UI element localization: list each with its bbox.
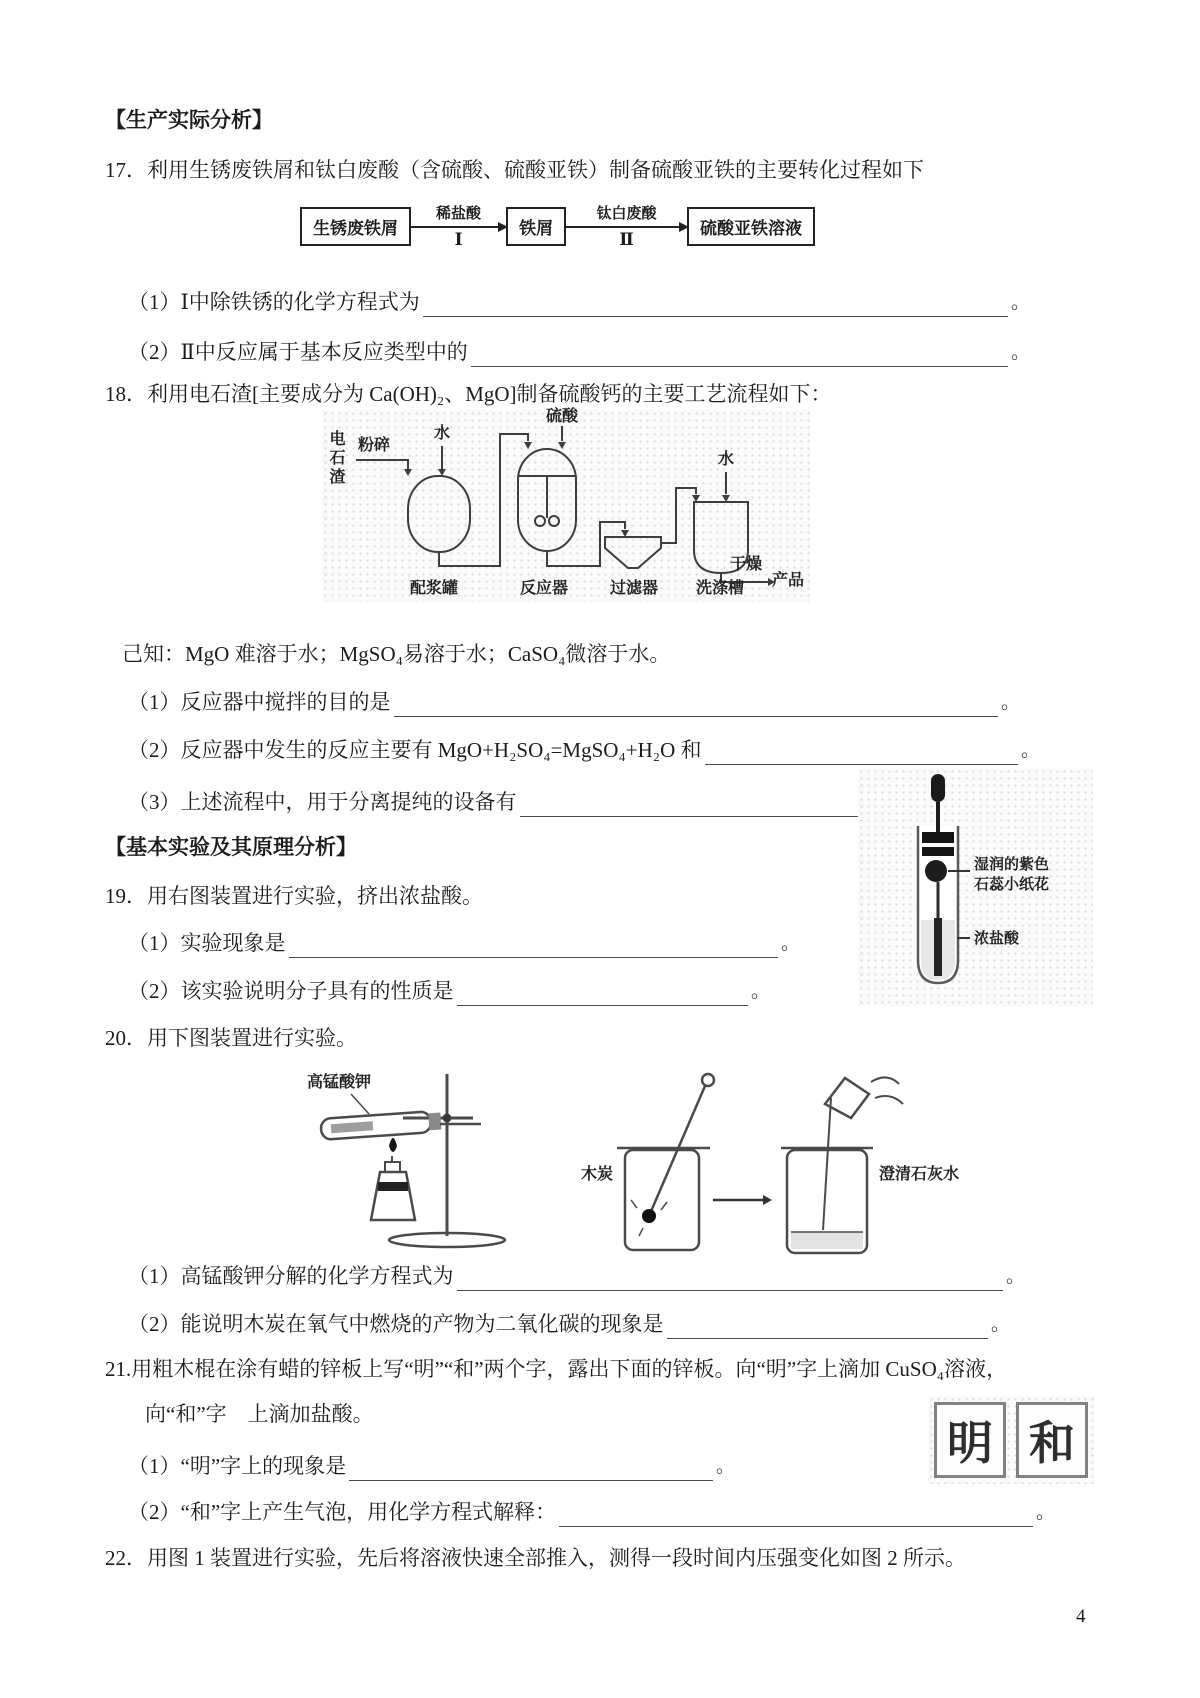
- permanganate-powder: [331, 1121, 374, 1133]
- q17-sub1-text: （1）Ⅰ中除铁锈的化学方程式为: [128, 290, 420, 314]
- flow-box-rusty-scrap: 生锈废铁屑: [300, 207, 411, 246]
- q18-stem: 18．利用电石渣[主要成分为 Ca(OH)₂、MgO]制备硫酸钙的主要工艺流程如下：: [105, 382, 832, 406]
- stopper-band-top: [922, 832, 954, 843]
- test-tube-horizontal: [320, 1111, 441, 1140]
- q17-sub2-text: （2）Ⅱ中反应属于基本反应类型中的: [128, 340, 468, 364]
- q21-sub1-text: （1）“明”字上的现象是: [128, 1454, 347, 1478]
- q17-flowchart: [300, 202, 815, 250]
- water2-label: 水: [718, 451, 735, 468]
- alcohol-lamp-body: [371, 1172, 415, 1220]
- right-arrow-icon: [411, 226, 506, 228]
- pouring-stream: [823, 1098, 831, 1230]
- litmus-label-line1: 湿润的紫色: [974, 857, 1050, 873]
- down-arrow-icon: [524, 442, 532, 449]
- dry-label: 干燥: [730, 556, 763, 573]
- answer-blank: [423, 291, 1008, 317]
- q18-sub2-line: [128, 736, 1040, 765]
- answer-blank: [457, 980, 748, 1006]
- down-arrow-icon: [438, 469, 446, 476]
- answer-blank: [667, 1313, 988, 1339]
- down-arrow-icon: [621, 530, 629, 537]
- q21-sub2-line: [128, 1498, 1055, 1527]
- answer-blank: [471, 341, 1008, 367]
- right-arrow-icon: [566, 226, 687, 228]
- flow-arrow-1-step: Ⅰ: [454, 230, 463, 249]
- product-label: 产品: [772, 572, 805, 589]
- stopper-band-bottom: [922, 847, 954, 856]
- permanganate-label: 高锰酸钾: [307, 1074, 372, 1091]
- stirrer-blade-right: [549, 516, 559, 526]
- q19-stem: 19．用右图装置进行实验，挤出浓盐酸。: [105, 884, 483, 908]
- q22-stem: 22．用图 1 装置进行实验，先后将溶液快速全部推入，测得一段时间内压强变化如图 2 所示。: [105, 1546, 966, 1570]
- flow-arrow-1-label: 稀盐酸: [436, 206, 482, 222]
- hand-outline: [871, 1077, 903, 1104]
- stamp-ming: 明: [934, 1402, 1006, 1478]
- tank3-label: 过滤器: [610, 580, 659, 597]
- stamp-he: 和: [1016, 1402, 1088, 1478]
- q17-stem: 17．利用生锈废铁屑和钛白废酸（含硫酸、硫酸亚铁）制备硫酸亚铁的主要转化过程如下: [105, 158, 924, 182]
- litmus-label-line2: 石蕊小纸花: [974, 877, 1050, 893]
- q20-sub1-line: [128, 1262, 1025, 1291]
- pouring-flask: [825, 1078, 869, 1118]
- flame-icon: [389, 1138, 397, 1152]
- period: 。: [990, 1314, 1010, 1335]
- feed-label: 电石渣: [327, 430, 344, 487]
- filter-vessel: [605, 537, 661, 568]
- litmus-paper-flower: [925, 860, 947, 882]
- pointer-line-permanganate: [351, 1094, 369, 1114]
- q19-sub1-line: [128, 929, 800, 958]
- q17-sub2-line: [128, 338, 1030, 367]
- slurry-tank-vessel: [408, 476, 470, 552]
- water1-label: 水: [434, 425, 451, 442]
- answer-blank: [705, 739, 1018, 765]
- q17-sub1-line: [128, 288, 1030, 317]
- filter-outlet-pipe: [661, 488, 696, 543]
- lamp-neck: [385, 1162, 400, 1172]
- stirrer-blade-left: [535, 516, 545, 526]
- period: 。: [715, 1456, 735, 1477]
- heating-setup: [320, 1074, 505, 1247]
- tube-stopper: [428, 1113, 441, 1131]
- limewater-liquid: [791, 1232, 863, 1249]
- flow-arrow-1: [411, 202, 506, 250]
- answer-blank: [559, 1501, 1033, 1527]
- q18-sub2-text: （2）反应器中发生的反应主要有 MgO+H₂SO₄=MgSO₄+H₂O 和: [128, 738, 702, 762]
- q20-sub2-text: （2）能说明木炭在氧气中燃烧的产物为二氧化碳的现象是: [128, 1312, 664, 1336]
- section-heading-experiment: 【基本实验及其原理分析】: [105, 835, 357, 859]
- test-tube-assembly: [918, 774, 970, 983]
- charcoal-label: 木炭: [581, 1166, 614, 1183]
- riser-pipe: [439, 434, 528, 566]
- page-number: 4: [1076, 1606, 1086, 1627]
- period: 。: [1000, 692, 1020, 713]
- gas-bottle-charcoal: [625, 1150, 699, 1250]
- tank1-label: 配浆罐: [410, 580, 459, 597]
- period: 。: [1020, 740, 1040, 761]
- limewater-label: 澄清石灰水: [879, 1166, 960, 1183]
- clamp-bolt: [443, 1114, 451, 1122]
- section-heading-production: 【生产实际分析】: [105, 108, 273, 132]
- q20-apparatus-figure: [285, 1068, 960, 1258]
- charcoal-bottle-setup: [617, 1074, 714, 1250]
- tank2-label: 反应器: [520, 580, 569, 597]
- q18-known-facts: 己知：MgO 难溶于水；MgSO₄易溶于水；CaSO₄微溶于水。: [122, 642, 671, 666]
- transfer-arrow: [713, 1195, 772, 1205]
- q21-stem-line2: 向“和”字 上滴加盐酸。: [145, 1402, 374, 1426]
- flow-arrow-2: [566, 202, 687, 250]
- down-arrow-icon: [692, 495, 700, 502]
- lamp-band: [378, 1182, 408, 1191]
- period: 。: [1010, 342, 1030, 363]
- q18-sub1-text: （1）反应器中搅拌的目的是: [128, 690, 391, 714]
- flow-arrow-2-step: Ⅱ: [619, 230, 634, 249]
- flow-arrow-2-label: 钛白废酸: [596, 206, 657, 222]
- q21-stamps-figure: [928, 1396, 1094, 1484]
- answer-blank: [289, 932, 778, 958]
- q19-sub2-line: [128, 977, 770, 1006]
- q21-sub1-line: [128, 1452, 735, 1481]
- reactor-outlet-pipe: [547, 522, 625, 566]
- q19-sub2-text: （2）该实验说明分子具有的性质是: [128, 979, 454, 1003]
- q18-sub3-text: （3）上述流程中，用于分离提纯的设备有: [128, 790, 517, 814]
- burning-charcoal: [642, 1209, 656, 1223]
- flow-box-iron-filings: 铁屑: [506, 207, 566, 246]
- q21-sub2-text: （2）“和”字上产生气泡，用化学方程式解释：: [128, 1500, 557, 1524]
- q18-sub1-line: [128, 688, 1020, 717]
- tank4-label: 洗涤槽: [696, 580, 745, 597]
- period: 。: [1005, 1266, 1025, 1287]
- q21-stem-line1: 21.用粗木棍在涂有蜡的锌板上写“明”“和”两个字，露出下面的锌板。向“明”字上滴加 CuSO₄溶液，: [105, 1357, 1008, 1381]
- spoon-handle-loop: [702, 1074, 714, 1086]
- q19-apparatus-figure: [858, 768, 1093, 1006]
- period: 。: [1035, 1502, 1055, 1523]
- answer-blank: [457, 1265, 1003, 1291]
- period: 。: [1010, 292, 1030, 313]
- liquid-streak: [934, 918, 942, 976]
- process-pipes: [356, 426, 768, 582]
- q20-sub2-line: [128, 1310, 1010, 1339]
- down-arrow-icon: [404, 469, 412, 476]
- acid-label: 硫酸: [546, 408, 579, 425]
- period: 。: [750, 981, 770, 1002]
- dropper-bulb: [931, 774, 945, 802]
- answer-blank: [394, 691, 998, 717]
- q19-sub1-text: （1）实验现象是: [128, 931, 286, 955]
- crush-label: 粉碎: [358, 437, 391, 454]
- right-arrow-icon: [763, 1195, 772, 1205]
- q20-sub1-text: （1）高锰酸钾分解的化学方程式为: [128, 1264, 454, 1288]
- crush-inflow-pipe: [356, 460, 408, 469]
- q20-stem: 20．用下图装置进行实验。: [105, 1026, 357, 1050]
- period: 。: [780, 933, 800, 954]
- down-arrow-icon: [722, 495, 730, 502]
- acid-label: 浓盐酸: [974, 931, 1020, 947]
- flow-box-ferrous-sulfate: 硫酸亚铁溶液: [687, 207, 815, 246]
- q18-process-diagram: [322, 410, 810, 602]
- down-arrow-icon: [558, 442, 566, 449]
- q20-apparatus-linework: [285, 1068, 935, 1258]
- answer-blank: [349, 1455, 713, 1481]
